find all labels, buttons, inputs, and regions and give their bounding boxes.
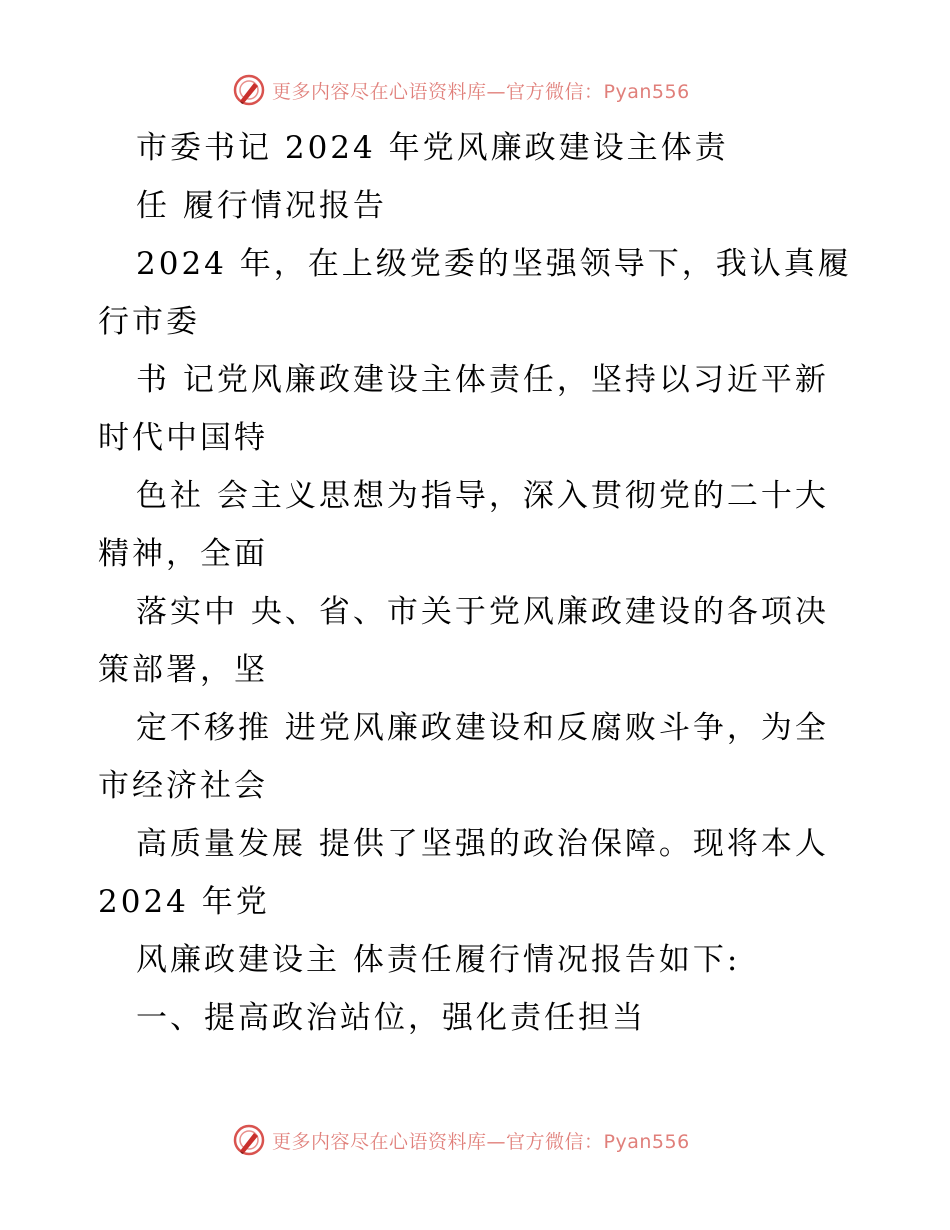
paragraph-line: 书 记党风廉政建设主体责任，坚持以习近平新 <box>136 362 829 398</box>
paragraph-line: 色社 会主义思想为指导，深入贯彻党的二十大 <box>136 478 829 514</box>
paragraph-line: 2024 年，在上级党委的坚强领导下，我认真履 <box>136 246 852 282</box>
paragraph-line: 落实中 央、省、市关于党风廉政建设的各项决 <box>136 594 829 630</box>
watermark-text: 更多内容尽在心语资料库—官方微信：Pyan556 <box>272 1130 690 1153</box>
paragraph-line: 行市委 <box>98 304 200 340</box>
watermark-header <box>232 70 752 110</box>
paragraph-line: 高质量发展 提供了坚强的政治保障。现将本人 <box>136 826 829 862</box>
paragraph-line: 定不移推 进党风廉政建设和反腐败斗争，为全 <box>136 710 829 746</box>
paragraph-line: 风廉政建设主 体责任履行情况报告如下: <box>136 942 741 978</box>
paragraph-line: 精神，全面 <box>98 536 268 572</box>
paragraph-line: 2024 年党 <box>98 884 270 920</box>
paragraph-line: 市经济社会 <box>98 768 268 804</box>
title-line-1: 市委书记 2024 年党风廉政建设主体责 <box>136 130 729 166</box>
paragraph-line: 策部署，坚 <box>98 652 268 688</box>
pen-logo-icon <box>232 73 266 107</box>
pen-logo-icon <box>232 1123 266 1157</box>
watermark-footer <box>232 1120 752 1160</box>
watermark-text: 更多内容尽在心语资料库—官方微信：Pyan556 <box>272 80 690 103</box>
section-heading: 一、提高政治站位，强化责任担当 <box>136 1000 646 1036</box>
paragraph-line: 时代中国特 <box>98 420 268 456</box>
title-line-2: 任 履行情况报告 <box>136 188 387 224</box>
